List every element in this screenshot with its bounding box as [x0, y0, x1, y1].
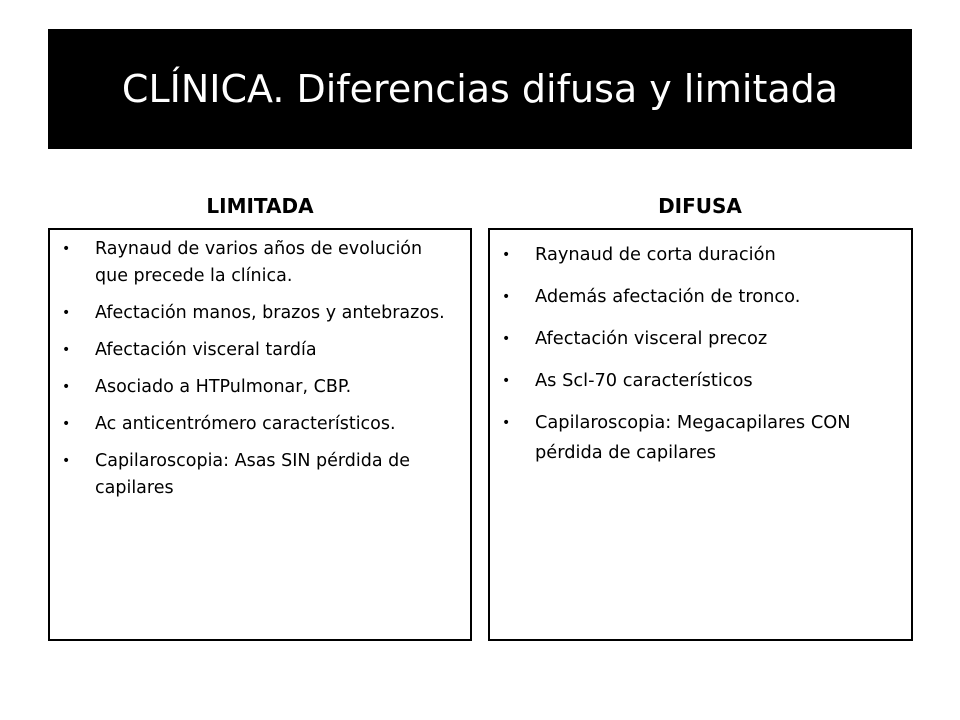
bullet-icon: • — [502, 331, 511, 347]
list-item — [502, 240, 897, 270]
limitada-heading: LIMITADA — [206, 194, 314, 218]
list-item — [62, 411, 456, 438]
bullet-icon: • — [62, 453, 71, 469]
list-item — [502, 282, 897, 312]
bullet-icon: • — [62, 416, 71, 432]
list-item-text: Asociado a HTPulmonar, CBP. — [95, 377, 352, 397]
difusa-box — [488, 228, 913, 641]
list-item — [62, 236, 456, 290]
bullet-icon: • — [62, 342, 71, 358]
list-item — [502, 366, 897, 396]
difusa-list — [490, 230, 911, 468]
list-item — [62, 300, 456, 327]
list-item — [502, 324, 897, 354]
list-item-text: Afectación visceral precoz — [535, 328, 768, 349]
bullet-icon: • — [62, 241, 71, 257]
bullet-icon: • — [502, 415, 511, 431]
list-item-text: Raynaud de varios años de evolución que precede la clínica. — [95, 239, 423, 286]
list-item-text: Además afectación de tronco. — [535, 286, 801, 307]
list-item-text: Afectación visceral tardía — [95, 340, 317, 360]
list-item-text: Capilaroscopia: Megacapilares CON pérdida de capilares — [535, 412, 851, 463]
limitada-list — [50, 230, 470, 502]
bullet-icon: • — [62, 305, 71, 321]
title-bar — [48, 29, 912, 149]
list-item — [502, 408, 897, 468]
bullet-icon: • — [62, 379, 71, 395]
list-item — [62, 374, 456, 401]
list-item-text: Afectación manos, brazos y antebrazos. — [95, 303, 445, 323]
limitada-box — [48, 228, 472, 641]
list-item — [62, 337, 456, 364]
slide-title: CLÍNICA. Diferencias difusa y limitada — [121, 67, 839, 111]
bullet-icon: • — [502, 289, 511, 305]
bullet-icon: • — [502, 373, 511, 389]
list-item — [62, 448, 456, 502]
list-item-text: Capilaroscopia: Asas SIN pérdida de capilares — [95, 451, 411, 498]
list-item-text: As Scl-70 característicos — [535, 370, 753, 391]
list-item-text: Raynaud de corta duración — [535, 244, 776, 265]
list-item-text: Ac anticentrómero característicos. — [95, 414, 396, 434]
bullet-icon: • — [502, 247, 511, 263]
difusa-heading: DIFUSA — [658, 194, 742, 218]
